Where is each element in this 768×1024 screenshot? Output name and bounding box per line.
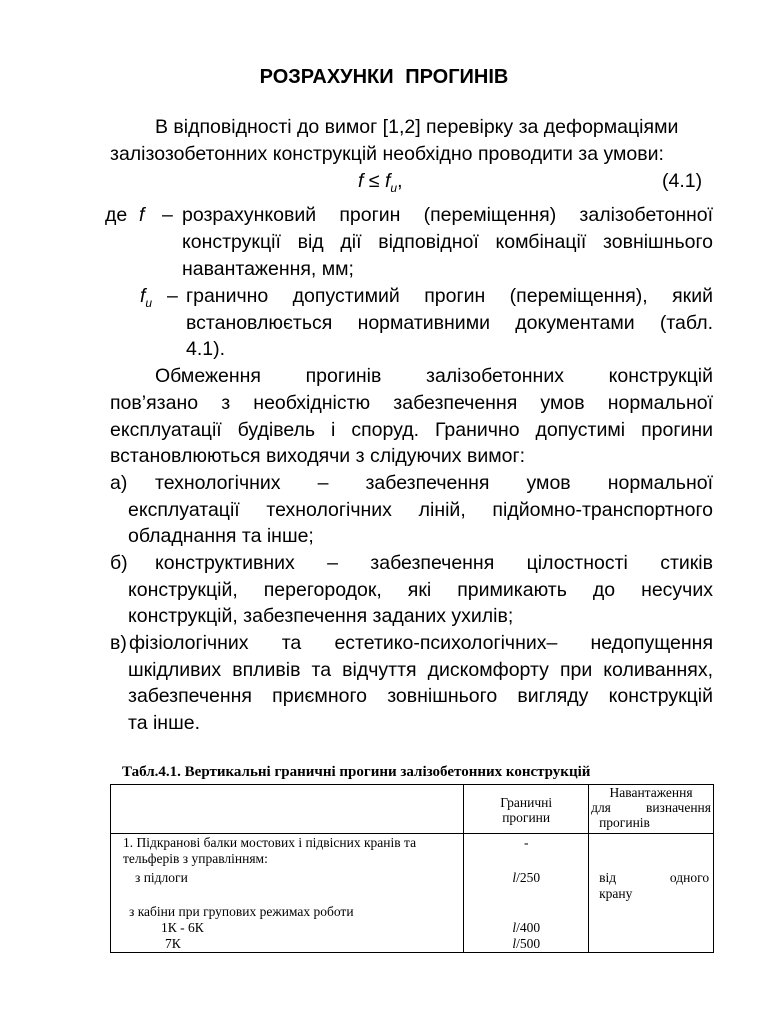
header-load-line3: прогинів [599,815,650,830]
list-c-line4: та інше. [128,712,200,734]
formula [358,170,403,199]
definition-fu-line1: гранично допустимий прогин (переміщення), який [186,285,713,307]
para2-line3: експлуатації будівель і споруд. Гранично допустимі прогини [110,419,713,441]
definition-f-line1: розрахунковий прогин (переміщення) залізобетонної [182,204,713,226]
header-limits-line2: прогини [502,810,551,825]
header-load-line2: для визначення [591,800,711,815]
header-limits-line1: Граничні [500,795,553,810]
formula-fu: $f_u$ [384,170,398,195]
list-a-line3: обладнання та інше; [128,525,314,547]
definition-f-symbol: f [139,204,145,226]
row1-load [589,834,714,953]
definition-fu-line2: встановлюється нормативними документами (табл. [186,312,713,334]
row1-desc-7k: 7К [165,936,181,951]
row1-description [111,834,464,953]
deflection-limits-table [110,784,714,953]
row1-limit-dash: - [523,835,529,850]
page-title: РОЗРАХУНКИ ПРОГИНІВ [259,66,509,88]
list-a-marker: а) [110,472,128,494]
para1-line2: залізозобетонних конструкцій необхідно проводити за умови: [110,143,664,165]
list-a-line1: технологічних – забезпечення умов нормальної [155,472,713,494]
list-b-line1: конструктивних – забезпечення цілостності стиків [155,552,713,574]
para2-line4: встановлюються виходячи з слідуючих вимог: [110,445,525,467]
table-header-col1 [111,785,464,834]
formula-number: (4.1) [662,170,703,192]
para2-line2: пов’язано з необхідністю забезпечення умов нормальної [110,392,713,414]
row1-desc-line2: тельферів з управлінням: [123,851,268,866]
row1-desc-1k6k: 1К - 6К [161,920,204,935]
list-c-line3: забезпечення приємного зовнішнього вигляду конструкцій [128,685,713,707]
row1-load-line1: від одного [599,870,710,885]
definition-de: де [105,204,128,226]
list-b-line2: конструкцій, перегородок, які примикають до несучих [128,579,713,601]
list-c-line2: шкідливих впливів та відчуття дискомфорту при коливаннях, [128,659,713,681]
para2-line1: Обмеження прогинів залізобетонних конструкцій [155,365,713,387]
row1-limit-1k6k: l/400 [512,920,541,935]
list-b-marker: б) [110,552,128,574]
table-header-row [111,785,714,834]
row1-limit-7k: l/500 [512,936,541,951]
para1-line1: В відповідності до вимог [1,2] перевірку за деформаціями [155,116,679,138]
row1-limits [464,834,589,953]
row1-load-line2: крану [599,886,633,901]
row1-limit-floor: l/250 [512,870,541,885]
table-header-col2 [464,785,589,834]
definition-f-line3: навантаження, мм; [182,258,354,280]
definition-fu-line3: 4.1). [186,338,226,360]
definition-f-line2: конструкції від дії відповідної комбінації зовнішнього [182,231,713,253]
list-b-line3: конструкцій, забезпечення заданих ухилів; [128,605,514,627]
header-load-line1: Навантаження [609,785,693,800]
list-c-line1: фізіологічних та естетико-психологічних– недопущення [129,632,713,654]
table-row [111,834,714,953]
table-caption: Табл.4.1. Вертикальні граничні прогини залізобетонних конструкцій [122,764,591,780]
formula-le: ≤ [368,170,380,192]
list-a-line2: експлуатації технологічних ліній, підйомно-транспортного [128,499,713,521]
definition-fu-symbol: $f_u$ [140,285,153,310]
formula-comma: , [397,170,403,192]
definition-f-dash: – [162,204,173,226]
definition-fu-dash: – [167,285,178,307]
formula-f: f [358,170,364,192]
table-header-col3 [589,785,714,834]
row1-desc-cabin: з кабіни при групових режимах роботи [129,904,354,919]
row1-desc-line1: 1. Підкранові балки мостових і підвісних кранів та [123,835,417,850]
list-c-marker: в) [110,632,127,654]
row1-desc-floor: з підлоги [135,870,188,885]
